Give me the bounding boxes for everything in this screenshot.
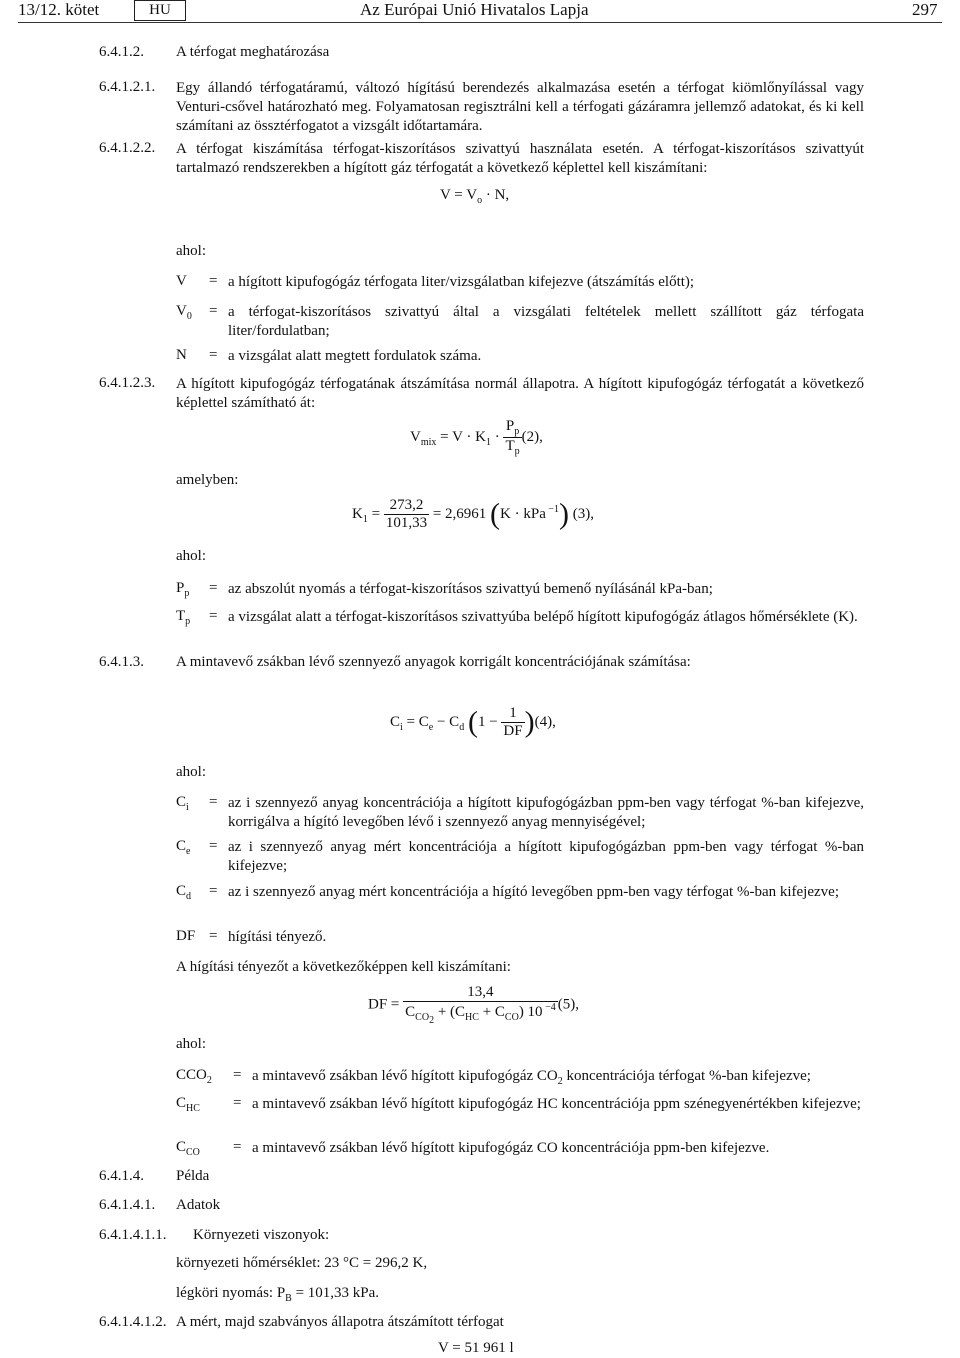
where-label: ahol: — [176, 1036, 206, 1052]
in-which-label: amelyben: — [176, 472, 239, 488]
section-title: Példa — [176, 1168, 210, 1184]
formula-volume: $V = V_o \cdot N$, — [440, 187, 510, 206]
section-number: 6.4.1.2.1. — [99, 79, 156, 95]
section-title: A mért, majd szabványos állapotra átszámított térfogat — [176, 1314, 504, 1330]
volume-label: 13/12. kötet — [18, 0, 100, 19]
section-number: 6.4.1.2.2. — [99, 140, 156, 156]
section-paragraph: A hígított kipufogógáz térfogatának átszámítása normál állapotra. A hígított kipufogógáz térfogatát a következő képlettel számítható át: — [176, 376, 864, 411]
section-paragraph: Egy állandó térfogatáramú, változó hígítású berendezés alkalmazása esetén a térfogat kiömlőnyílással vagy Venturi-csővel határozható meg. Folyamatosan regisztrálni kell a térfogati gázáramra jellemző adatokat, és ki kell számítani az össztérfogatot a vizsgált időtartamára. — [176, 80, 864, 134]
where-label: ahol: — [176, 764, 206, 780]
formula-vmix: $V_{mix} = V \cdot K_1$ · $\frac{P_p}{T_p}$ (2), — [410, 418, 543, 457]
header-rule — [18, 22, 942, 23]
final-volume: V = 51 961 l — [438, 1340, 514, 1356]
section-number: 6.4.1.4.1.1. — [99, 1227, 167, 1243]
page-number: 297 — [912, 0, 938, 19]
where-label: ahol: — [176, 548, 206, 564]
ambient-temperature: környezeti hőmérséklet: 23 °C = 296,2 K, — [176, 1255, 428, 1271]
section-title: Adatok — [176, 1197, 221, 1213]
formula-k1: $K_1$ = $\frac{273,2}{101,33}$ = 2,6961 (K · kPa $^{-1}$) (3), — [352, 497, 594, 531]
formula-ci: $C_i = C_e - C_d$ (1 − $\frac{1}{DF}$ )(4), — [390, 705, 556, 739]
section-title: Környezeti viszonyok: — [193, 1227, 330, 1243]
formula-df: DF = $\frac{13,4}{C_{CO_2} + (C_{HC} + C_{CO}) 10 ^{-4}}$ (5), — [368, 984, 579, 1026]
where-label: ahol: — [176, 243, 206, 259]
section-number: 6.4.1.4.1. — [99, 1197, 156, 1213]
section-number: 6.4.1.4.1.2. — [99, 1314, 167, 1330]
df-intro: A hígítási tényezőt a következőképpen kell kiszámítani: — [176, 959, 511, 975]
section-title: A térfogat meghatározása — [176, 44, 330, 60]
ambient-pressure: légköri nyomás: $P_B = 101,33$ kPa. — [176, 1285, 380, 1304]
language-badge: HU — [134, 0, 186, 21]
section-title: A mintavevő zsákban lévő szennyező anyagok korrigált koncentrációjának számítása: — [176, 654, 691, 670]
section-number: 6.4.1.4. — [99, 1168, 144, 1184]
section-paragraph: A térfogat kiszámítása térfogat-kiszorításos szivattyú használata esetén. A térfogat-kiszorításos szivattyút tartalmazó rendszerekben a hígított gáz térfogatát a következő képlettel kell kiszámítani: — [176, 141, 864, 176]
journal-title: Az Európai Unió Hivatalos Lapja — [360, 0, 589, 19]
section-number: 6.4.1.2. — [99, 44, 144, 60]
section-number: 6.4.1.2.3. — [99, 375, 156, 391]
section-number: 6.4.1.3. — [99, 654, 144, 670]
